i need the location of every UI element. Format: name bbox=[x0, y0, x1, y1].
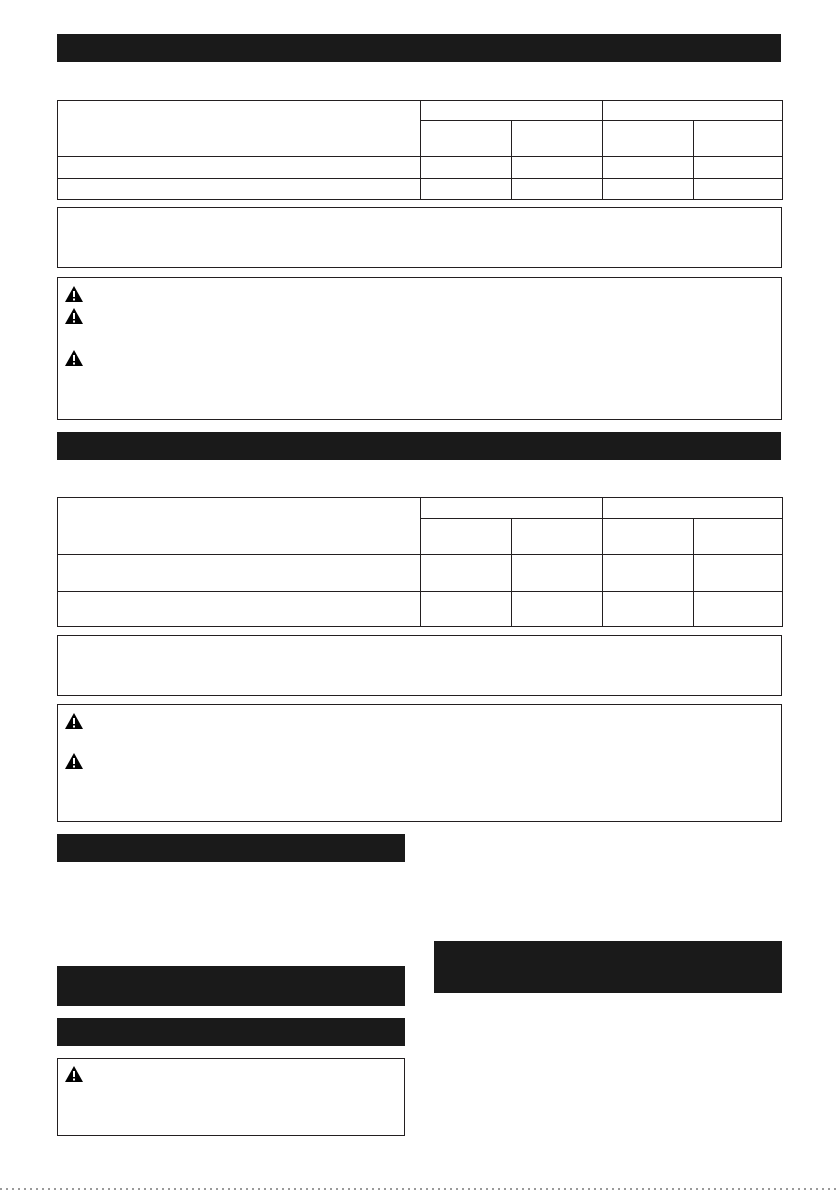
group-header-cell bbox=[421, 498, 603, 519]
group-header-cell bbox=[603, 498, 783, 519]
row-label-cell bbox=[58, 555, 421, 592]
table-row bbox=[58, 179, 783, 200]
left-column-header-2 bbox=[57, 966, 405, 1006]
section-2-header bbox=[57, 432, 781, 460]
sub-header-cell bbox=[603, 121, 694, 157]
table-cell bbox=[421, 555, 512, 592]
table-row bbox=[58, 555, 783, 592]
warning-triangle-icon bbox=[64, 307, 84, 325]
row-label-cell bbox=[58, 157, 421, 179]
right-column-header bbox=[434, 941, 782, 993]
sub-header-cell bbox=[694, 519, 783, 555]
table-cell bbox=[421, 157, 512, 179]
warning-triangle-icon bbox=[64, 285, 84, 303]
left-column-warning-box bbox=[57, 1058, 405, 1136]
warning-triangle-icon bbox=[64, 349, 84, 367]
table-cell bbox=[694, 592, 783, 627]
table-cell bbox=[694, 179, 783, 200]
section-2-spec-table bbox=[57, 497, 783, 627]
sub-header-cell bbox=[603, 519, 694, 555]
table-cell bbox=[421, 592, 512, 627]
section-1-note-box bbox=[57, 207, 782, 268]
table-cell bbox=[603, 555, 694, 592]
sub-header-cell bbox=[421, 519, 512, 555]
table-cell bbox=[603, 157, 694, 179]
sub-header-cell bbox=[694, 121, 783, 157]
table-cell bbox=[603, 592, 694, 627]
section-2-warning-box bbox=[57, 704, 782, 822]
left-column-header-1 bbox=[57, 834, 405, 862]
left-column-header-3 bbox=[57, 1018, 405, 1046]
sub-header-cell bbox=[421, 121, 512, 157]
sub-header-cell bbox=[512, 121, 603, 157]
table-row bbox=[58, 157, 783, 179]
warning-triangle-icon bbox=[64, 752, 84, 770]
table-row bbox=[58, 592, 783, 627]
table-corner-cell bbox=[58, 101, 421, 157]
row-label-cell bbox=[58, 592, 421, 627]
row-label-cell bbox=[58, 179, 421, 200]
group-header-cell bbox=[421, 101, 603, 121]
table-cell bbox=[512, 179, 603, 200]
warning-triangle-icon bbox=[64, 712, 84, 730]
group-header-cell bbox=[603, 101, 783, 121]
table-cell bbox=[512, 592, 603, 627]
table-corner-cell bbox=[58, 498, 421, 555]
section-1-spec-table bbox=[57, 100, 783, 200]
table-cell bbox=[603, 179, 694, 200]
section-1-warning-box bbox=[57, 277, 782, 420]
table-cell bbox=[694, 555, 783, 592]
table-cell bbox=[512, 157, 603, 179]
table-cell bbox=[694, 157, 783, 179]
sub-header-cell bbox=[512, 519, 603, 555]
section-1-header bbox=[57, 34, 781, 62]
section-2-note-box bbox=[57, 635, 782, 696]
table-cell bbox=[421, 179, 512, 200]
page-bottom-dotted-rule bbox=[0, 1188, 840, 1190]
table-cell bbox=[512, 555, 603, 592]
warning-triangle-icon bbox=[64, 1065, 84, 1083]
